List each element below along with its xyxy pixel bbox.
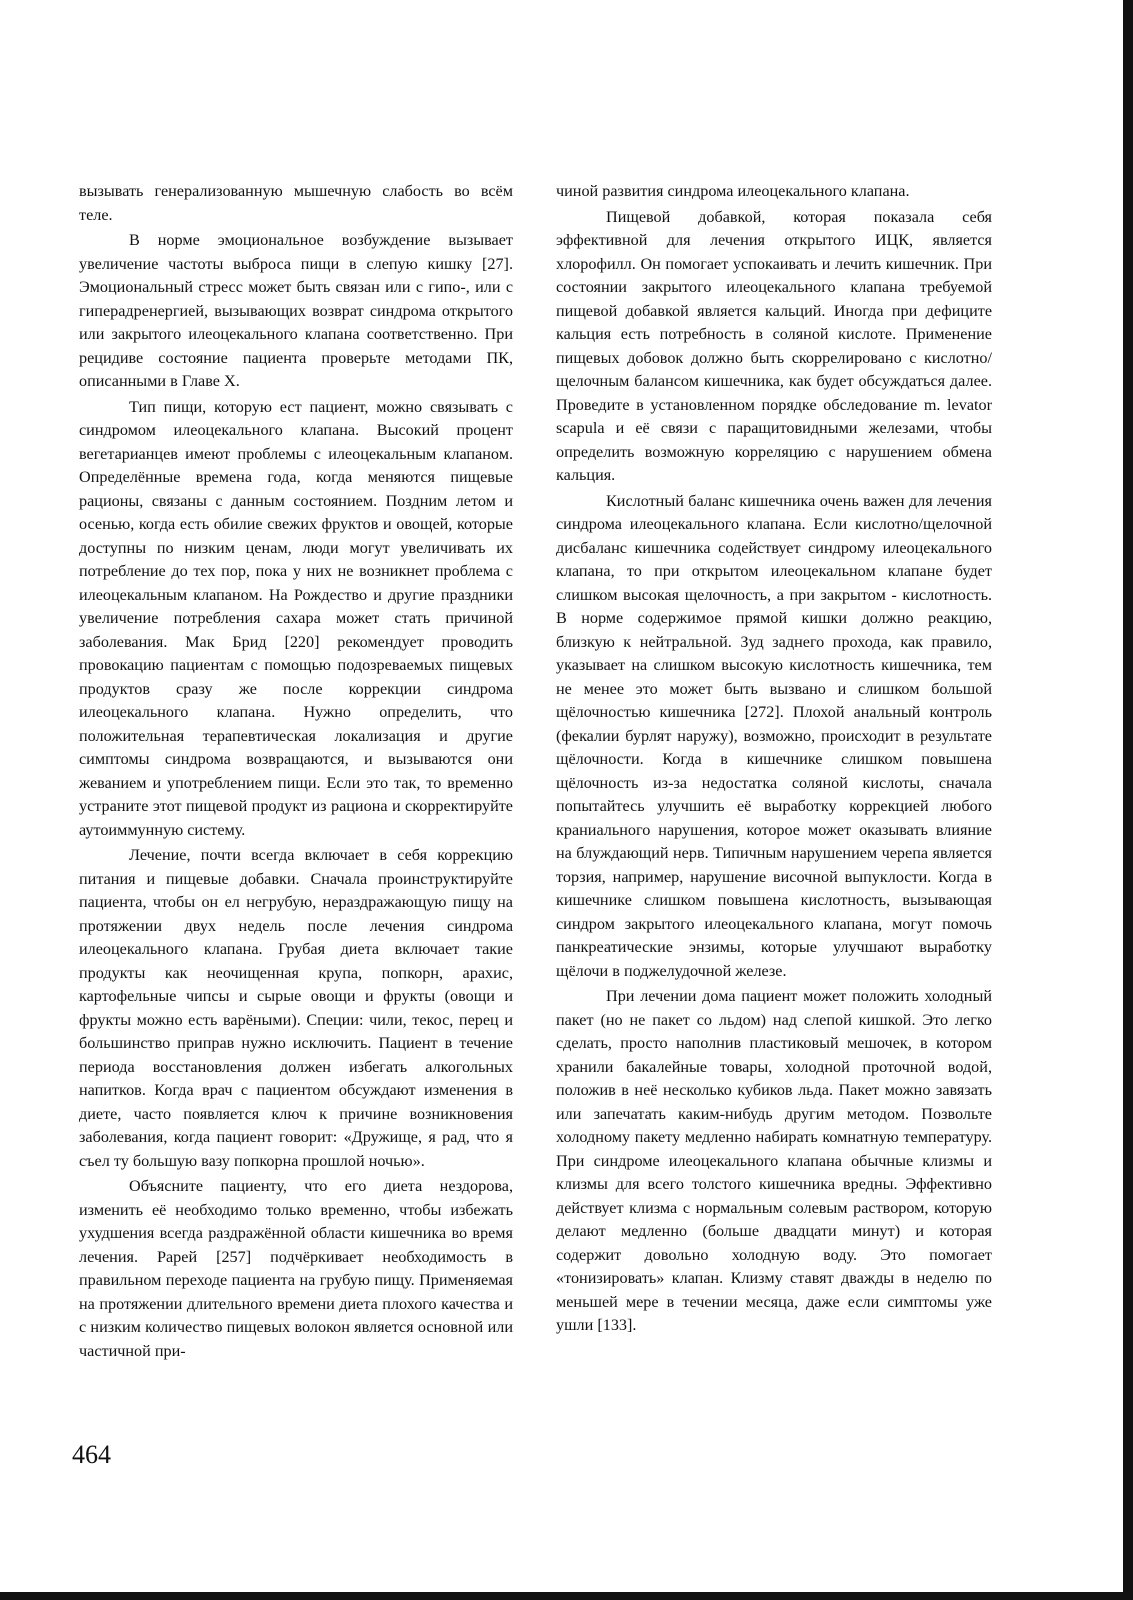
page-number: 464 [72,1440,111,1469]
left-paragraph-3: Тип пищи, которую ест пациент, можно связывать с синдромом илеоцекального клапана. Высокий процент вегетарианцев имеют проблемы с илеоцекальным клапаном. Определённые времена года, когда меняются пищевые рационы, связаны с данным состоянием. Поздним летом и осенью, когда есть обилие свежих фруктов и овощей, которые доступны по низким ценам, люди могут увеличивать их потребление до тех пор, пока у них не возникнет проблема с илеоцекальным клапаном. На Рождество и другие праздники увеличение потребления сахара может стать причиной заболевания. Мак Брид [220] рекомендует проводить провокацию пациентам с помощью подозреваемых пищевых продуктов сразу же после коррекции синдрома илеоцекального клапана. Нужно определить, что положительная терапевтическая локализация и другие симптомы синдрома возвращаются, и вызываются они жеванием и употреблением пищи. Если это так, то временно устраните этот пищевой продукт из рациона и скорректируйте аутоиммунную систему. [79,397,513,839]
right-paragraph-4: При лечении дома пациент может положить холодный пакет (но не пакет со льдом) над слепой кишкой. Это легко сделать, просто наполнив пластиковый мешочек, в котором хранили бакалейные товары, холодной проточной водой, положив в неё несколько кубиков льда. Пакет можно завязать или запечатать каким-нибудь другим методом. Позвольте холодному пакету медленно набирать комнатную температуру. При синдроме илеоцекального клапана обычные клизмы и клизмы для всего толстого кишечника вредны. Эффективно действует клизма с нормальным солевым раствором, которую делают медленно (больше двадцати минут) и которая содержит довольно холодную воду. Это помогает «тонизировать» клапан. Клизму ставят дважды в неделю по меньшей мере в течении месяца, даже если симптомы уже ушли [133]. [556,987,992,1334]
left-paragraph-4: Лечение, почти всегда включает в себя коррекцию питания и пищевые добавки. Сначала проинструктируйте пациента, чтобы он ел негрубую, нераздражающую пищу на протяжении двух недель после лечения синдрома илеоцекального клапана. Грубая диета включает такие продукты как неочищенная крупа, попкорн, арахис, картофельные чипсы и сырые овощи и фрукты (овощи и фрукты можно есть варёными). Специи: чили, текос, перец и большинство приправ нужно исключить. Пациент в течение периода восстановления должен избегать алкогольных напитков. Когда врач с пациентом обсуждают изменения в диете, часто появляется ключ к причине возникновения заболевания, когда пациент говорит: «Дружище, я рад, что я съел ту большую вазу попкорна прошлой ночью». [79,846,513,1170]
page-scan-edge-bottom [0,1592,1133,1600]
left-paragraph-1: вызывать генерализованную мышечную слабость во всём теле. [79,182,513,224]
left-paragraph-2: В норме эмоциональное возбуждение вызывает увеличение частоты выброса пищи в слепую кишку [27]. Эмоциональный стресс может быть связан или с гипо-, или с гиперадренергией, вызывающих возврат синдрома открытого или закрытого илеоцекального клапана соответственно. При рецидиве состояние пациента проверьте методами ПК, описанными в Главе X. [79,231,513,390]
left-text-column [79,180,513,1365]
right-paragraph-2: Пищевой добавкой, которая показала себя эффективной для лечения открытого ИЦК, является хлорофилл. Он помогает успокаивать и лечить кишечник. При состоянии закрытого илеоцекального клапана требуемой пищевой добавкой является кальций. Иногда при дефиците кальция есть потребность в соляной кислоте. Применение пищевых добовок должно быть скоррелировано с кислотно/щелочным балансом кишечника, как будет обсуждаться далее. Проведите в установленном порядке обследование m. levator scapula и её связи с паращитовидными железами, чтобы определить возможную корреляцию с нарушением обмена кальция. [556,207,992,484]
right-paragraph-1: чиной развития синдрома илеоцекального клапана. [556,182,910,200]
right-text-column [556,180,992,1340]
left-paragraph-5: Объясните пациенту, что его диета нездорова, изменить её необходимо только временно, чтобы избежать ухудшения всегда раздражённой области кишечника во время лечения. Рарей [257] подчёркивает необходимость в правильном переходе пациента на грубую пищу. Применяемая на протяжении длительного времени диета плохого качества и с низким количество пищевых волокон является основной или частичной при- [79,1177,513,1360]
page-scan-edge-right [1123,0,1133,1600]
right-paragraph-3: Кислотный баланс кишечника очень важен для лечения синдрома илеоцекального клапана. Если кислотно/щелочной дисбаланс кишечника содействует синдрому илеоцекального клапана, то при открытом илеоцекальном клапане будет слишком высокая щелочность, а при закрытом - кислотность. В норме содержимое прямой кишки должно реакцию, близкую к нейтральной. Зуд заднего прохода, как правило, указывает на слишком высокую кислотность кишечника, тем не менее это может быть вызвано и слишком большой щёлочностью кишечника [272]. Плохой анальный контроль (фекалии бурлят наружу), возможно, происходит в результате щёлочности. Когда в кишечнике слишком повышена щёлочность из-за недостатка соляной кислоты, сначала попытайтесь улучшить её выработку коррекцией любого краниального нарушения, которое может оказывать влияние на блуждающий нерв. Типичным нарушением черепа является торзия, например, нарушение височной выпуклости. Когда в кишечнике слишком повышена кислотность, вызывающая синдром закрытого илеоцекального клапана, могут помочь панкреатические энзимы, которые улучшают выработку щёлочи в поджелудочной железе. [556,491,992,980]
